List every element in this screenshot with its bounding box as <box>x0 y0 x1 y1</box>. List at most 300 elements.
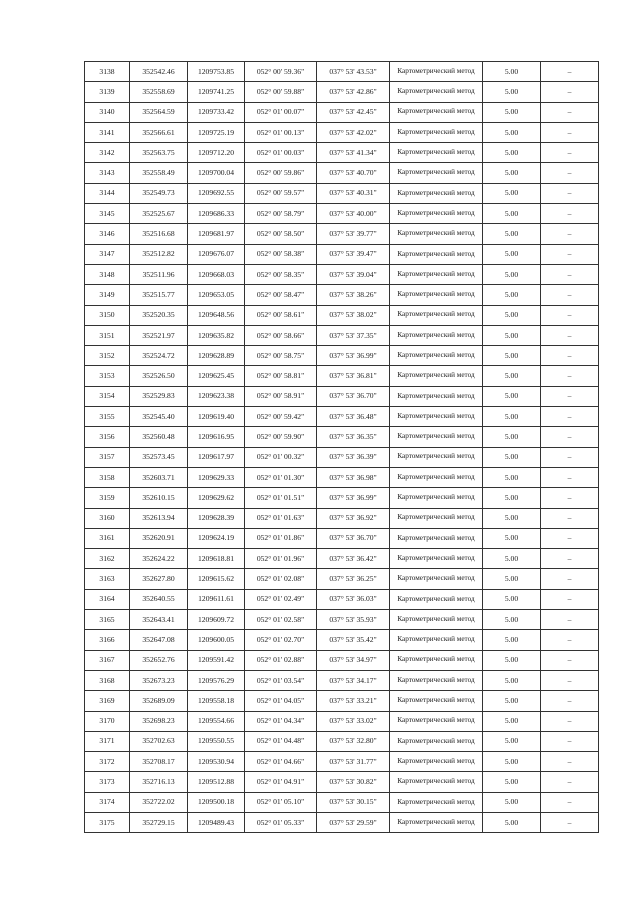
point-number-cell: 3159 <box>85 488 130 508</box>
y-coordinate-cell: 1209609.72 <box>188 610 245 630</box>
note-cell: – <box>541 244 599 264</box>
latitude-cell: 052° 01' 02.70" <box>245 630 317 650</box>
note-cell: – <box>541 569 599 589</box>
note-cell: – <box>541 610 599 630</box>
note-cell: – <box>541 670 599 690</box>
note-cell: – <box>541 325 599 345</box>
longitude-cell: 037° 53' 36.98" <box>317 467 390 487</box>
accuracy-cell: 5.00 <box>483 508 541 528</box>
latitude-cell: 052° 01' 05.33" <box>245 812 317 832</box>
y-coordinate-cell: 1209611.61 <box>188 589 245 609</box>
longitude-cell: 037° 53' 36.99" <box>317 488 390 508</box>
table-row <box>85 569 599 589</box>
x-coordinate-cell: 352566.61 <box>130 122 188 142</box>
latitude-cell: 052° 01' 03.54" <box>245 670 317 690</box>
y-coordinate-cell: 1209512.88 <box>188 772 245 792</box>
point-number-cell: 3141 <box>85 122 130 142</box>
table-row <box>85 386 599 406</box>
accuracy-cell: 5.00 <box>483 752 541 772</box>
x-coordinate-cell: 352698.23 <box>130 711 188 731</box>
method-cell: Картометрический метод <box>390 305 483 325</box>
table-row <box>85 630 599 650</box>
method-cell: Картометрический метод <box>390 467 483 487</box>
y-coordinate-cell: 1209700.04 <box>188 163 245 183</box>
x-coordinate-cell: 352652.76 <box>130 650 188 670</box>
latitude-cell: 052° 01' 04.05" <box>245 691 317 711</box>
y-coordinate-cell: 1209530.94 <box>188 752 245 772</box>
latitude-cell: 052° 01' 04.48" <box>245 731 317 751</box>
table-row <box>85 102 599 122</box>
x-coordinate-cell: 352610.15 <box>130 488 188 508</box>
point-number-cell: 3143 <box>85 163 130 183</box>
accuracy-cell: 5.00 <box>483 285 541 305</box>
method-cell: Картометрический метод <box>390 711 483 731</box>
x-coordinate-cell: 352511.96 <box>130 264 188 284</box>
point-number-cell: 3157 <box>85 447 130 467</box>
table-row <box>85 711 599 731</box>
method-cell: Картометрический метод <box>390 122 483 142</box>
point-number-cell: 3139 <box>85 82 130 102</box>
y-coordinate-cell: 1209600.05 <box>188 630 245 650</box>
note-cell: – <box>541 630 599 650</box>
accuracy-cell: 5.00 <box>483 488 541 508</box>
point-number-cell: 3138 <box>85 62 130 82</box>
table-row <box>85 731 599 751</box>
table-row <box>85 224 599 244</box>
y-coordinate-cell: 1209653.05 <box>188 285 245 305</box>
point-number-cell: 3153 <box>85 366 130 386</box>
latitude-cell: 052° 01' 04.91" <box>245 772 317 792</box>
longitude-cell: 037° 53' 38.26" <box>317 285 390 305</box>
longitude-cell: 037° 53' 32.80" <box>317 731 390 751</box>
note-cell: – <box>541 82 599 102</box>
y-coordinate-cell: 1209550.55 <box>188 731 245 751</box>
accuracy-cell: 5.00 <box>483 366 541 386</box>
point-number-cell: 3171 <box>85 731 130 751</box>
latitude-cell: 052° 01' 00.03" <box>245 143 317 163</box>
y-coordinate-cell: 1209712.20 <box>188 143 245 163</box>
accuracy-cell: 5.00 <box>483 62 541 82</box>
longitude-cell: 037° 53' 29.59" <box>317 812 390 832</box>
longitude-cell: 037° 53' 34.17" <box>317 670 390 690</box>
table-row <box>85 589 599 609</box>
point-number-cell: 3175 <box>85 812 130 832</box>
point-number-cell: 3160 <box>85 508 130 528</box>
method-cell: Картометрический метод <box>390 427 483 447</box>
longitude-cell: 037° 53' 36.42" <box>317 549 390 569</box>
accuracy-cell: 5.00 <box>483 589 541 609</box>
point-number-cell: 3168 <box>85 670 130 690</box>
note-cell: – <box>541 224 599 244</box>
longitude-cell: 037° 53' 40.31" <box>317 183 390 203</box>
point-number-cell: 3173 <box>85 772 130 792</box>
x-coordinate-cell: 352529.83 <box>130 386 188 406</box>
note-cell: – <box>541 427 599 447</box>
x-coordinate-cell: 352643.41 <box>130 610 188 630</box>
accuracy-cell: 5.00 <box>483 346 541 366</box>
x-coordinate-cell: 352564.59 <box>130 102 188 122</box>
table-row <box>85 407 599 427</box>
table-row <box>85 183 599 203</box>
point-number-cell: 3154 <box>85 386 130 406</box>
note-cell: – <box>541 163 599 183</box>
point-number-cell: 3164 <box>85 589 130 609</box>
method-cell: Картометрический метод <box>390 244 483 264</box>
latitude-cell: 052° 01' 02.58" <box>245 610 317 630</box>
table-row <box>85 508 599 528</box>
method-cell: Картометрический метод <box>390 772 483 792</box>
longitude-cell: 037° 53' 36.03" <box>317 589 390 609</box>
method-cell: Картометрический метод <box>390 650 483 670</box>
x-coordinate-cell: 352515.77 <box>130 285 188 305</box>
longitude-cell: 037° 53' 36.48" <box>317 407 390 427</box>
accuracy-cell: 5.00 <box>483 143 541 163</box>
x-coordinate-cell: 352512.82 <box>130 244 188 264</box>
latitude-cell: 052° 00' 58.91" <box>245 386 317 406</box>
x-coordinate-cell: 352521.97 <box>130 325 188 345</box>
longitude-cell: 037° 53' 34.97" <box>317 650 390 670</box>
latitude-cell: 052° 00' 59.86" <box>245 163 317 183</box>
longitude-cell: 037° 53' 41.34" <box>317 143 390 163</box>
table-row <box>85 467 599 487</box>
note-cell: – <box>541 691 599 711</box>
y-coordinate-cell: 1209625.45 <box>188 366 245 386</box>
latitude-cell: 052° 01' 00.07" <box>245 102 317 122</box>
latitude-cell: 052° 00' 59.90" <box>245 427 317 447</box>
point-number-cell: 3174 <box>85 792 130 812</box>
x-coordinate-cell: 352516.68 <box>130 224 188 244</box>
longitude-cell: 037° 53' 36.81" <box>317 366 390 386</box>
method-cell: Картометрический метод <box>390 386 483 406</box>
x-coordinate-cell: 352702.63 <box>130 731 188 751</box>
accuracy-cell: 5.00 <box>483 670 541 690</box>
note-cell: – <box>541 549 599 569</box>
accuracy-cell: 5.00 <box>483 122 541 142</box>
longitude-cell: 037° 53' 35.93" <box>317 610 390 630</box>
table-body <box>85 62 599 833</box>
accuracy-cell: 5.00 <box>483 183 541 203</box>
accuracy-cell: 5.00 <box>483 812 541 832</box>
method-cell: Картометрический метод <box>390 407 483 427</box>
longitude-cell: 037° 53' 39.47" <box>317 244 390 264</box>
x-coordinate-cell: 352708.17 <box>130 752 188 772</box>
method-cell: Картометрический метод <box>390 102 483 122</box>
latitude-cell: 052° 01' 05.10" <box>245 792 317 812</box>
longitude-cell: 037° 53' 39.04" <box>317 264 390 284</box>
x-coordinate-cell: 352542.46 <box>130 62 188 82</box>
point-number-cell: 3149 <box>85 285 130 305</box>
accuracy-cell: 5.00 <box>483 407 541 427</box>
latitude-cell: 052° 00' 58.66" <box>245 325 317 345</box>
point-number-cell: 3155 <box>85 407 130 427</box>
y-coordinate-cell: 1209623.38 <box>188 386 245 406</box>
longitude-cell: 037° 53' 36.70" <box>317 386 390 406</box>
note-cell: – <box>541 528 599 548</box>
y-coordinate-cell: 1209617.97 <box>188 447 245 467</box>
y-coordinate-cell: 1209676.07 <box>188 244 245 264</box>
point-number-cell: 3140 <box>85 102 130 122</box>
y-coordinate-cell: 1209489.43 <box>188 812 245 832</box>
point-number-cell: 3158 <box>85 467 130 487</box>
accuracy-cell: 5.00 <box>483 427 541 447</box>
x-coordinate-cell: 352716.13 <box>130 772 188 792</box>
coordinates-table <box>84 61 599 833</box>
table-row <box>85 752 599 772</box>
latitude-cell: 052° 00' 59.88" <box>245 82 317 102</box>
latitude-cell: 052° 00' 59.42" <box>245 407 317 427</box>
y-coordinate-cell: 1209628.39 <box>188 508 245 528</box>
note-cell: – <box>541 731 599 751</box>
latitude-cell: 052° 01' 02.88" <box>245 650 317 670</box>
note-cell: – <box>541 102 599 122</box>
y-coordinate-cell: 1209725.19 <box>188 122 245 142</box>
note-cell: – <box>541 285 599 305</box>
accuracy-cell: 5.00 <box>483 467 541 487</box>
y-coordinate-cell: 1209628.89 <box>188 346 245 366</box>
table-row <box>85 62 599 82</box>
latitude-cell: 052° 01' 01.63" <box>245 508 317 528</box>
note-cell: – <box>541 264 599 284</box>
table-row <box>85 610 599 630</box>
accuracy-cell: 5.00 <box>483 204 541 224</box>
point-number-cell: 3145 <box>85 204 130 224</box>
point-number-cell: 3169 <box>85 691 130 711</box>
x-coordinate-cell: 352563.75 <box>130 143 188 163</box>
longitude-cell: 037° 53' 36.39" <box>317 447 390 467</box>
method-cell: Картометрический метод <box>390 285 483 305</box>
accuracy-cell: 5.00 <box>483 711 541 731</box>
x-coordinate-cell: 352526.50 <box>130 366 188 386</box>
method-cell: Картометрический метод <box>390 366 483 386</box>
point-number-cell: 3161 <box>85 528 130 548</box>
method-cell: Картометрический метод <box>390 812 483 832</box>
note-cell: – <box>541 122 599 142</box>
point-number-cell: 3150 <box>85 305 130 325</box>
longitude-cell: 037° 53' 42.02" <box>317 122 390 142</box>
point-number-cell: 3147 <box>85 244 130 264</box>
method-cell: Картометрический метод <box>390 549 483 569</box>
method-cell: Картометрический метод <box>390 325 483 345</box>
latitude-cell: 052° 01' 04.34" <box>245 711 317 731</box>
accuracy-cell: 5.00 <box>483 102 541 122</box>
y-coordinate-cell: 1209629.62 <box>188 488 245 508</box>
method-cell: Картометрический метод <box>390 62 483 82</box>
table-row <box>85 163 599 183</box>
longitude-cell: 037° 53' 40.70" <box>317 163 390 183</box>
accuracy-cell: 5.00 <box>483 528 541 548</box>
method-cell: Картометрический метод <box>390 82 483 102</box>
latitude-cell: 052° 00' 58.50" <box>245 224 317 244</box>
x-coordinate-cell: 352627.80 <box>130 569 188 589</box>
method-cell: Картометрический метод <box>390 143 483 163</box>
accuracy-cell: 5.00 <box>483 163 541 183</box>
y-coordinate-cell: 1209619.40 <box>188 407 245 427</box>
longitude-cell: 037° 53' 35.42" <box>317 630 390 650</box>
latitude-cell: 052° 01' 01.51" <box>245 488 317 508</box>
latitude-cell: 052° 00' 59.57" <box>245 183 317 203</box>
accuracy-cell: 5.00 <box>483 630 541 650</box>
longitude-cell: 037° 53' 39.77" <box>317 224 390 244</box>
longitude-cell: 037° 53' 38.02" <box>317 305 390 325</box>
point-number-cell: 3144 <box>85 183 130 203</box>
latitude-cell: 052° 00' 58.75" <box>245 346 317 366</box>
x-coordinate-cell: 352545.40 <box>130 407 188 427</box>
longitude-cell: 037° 53' 36.99" <box>317 346 390 366</box>
note-cell: – <box>541 183 599 203</box>
longitude-cell: 037° 53' 37.35" <box>317 325 390 345</box>
latitude-cell: 052° 01' 00.32" <box>245 447 317 467</box>
accuracy-cell: 5.00 <box>483 569 541 589</box>
method-cell: Картометрический метод <box>390 204 483 224</box>
table-row <box>85 670 599 690</box>
note-cell: – <box>541 467 599 487</box>
x-coordinate-cell: 352729.15 <box>130 812 188 832</box>
note-cell: – <box>541 407 599 427</box>
accuracy-cell: 5.00 <box>483 650 541 670</box>
method-cell: Картометрический метод <box>390 183 483 203</box>
table-row <box>85 691 599 711</box>
table-row <box>85 82 599 102</box>
longitude-cell: 037° 53' 30.15" <box>317 792 390 812</box>
latitude-cell: 052° 00' 58.61" <box>245 305 317 325</box>
accuracy-cell: 5.00 <box>483 610 541 630</box>
table-row <box>85 650 599 670</box>
y-coordinate-cell: 1209618.81 <box>188 549 245 569</box>
longitude-cell: 037° 53' 33.02" <box>317 711 390 731</box>
method-cell: Картометрический метод <box>390 691 483 711</box>
longitude-cell: 037° 53' 31.77" <box>317 752 390 772</box>
table-row <box>85 792 599 812</box>
table-row <box>85 447 599 467</box>
y-coordinate-cell: 1209648.56 <box>188 305 245 325</box>
note-cell: – <box>541 508 599 528</box>
point-number-cell: 3170 <box>85 711 130 731</box>
x-coordinate-cell: 352560.48 <box>130 427 188 447</box>
latitude-cell: 052° 01' 04.66" <box>245 752 317 772</box>
table-row <box>85 427 599 447</box>
x-coordinate-cell: 352525.67 <box>130 204 188 224</box>
x-coordinate-cell: 352558.49 <box>130 163 188 183</box>
x-coordinate-cell: 352573.45 <box>130 447 188 467</box>
point-number-cell: 3151 <box>85 325 130 345</box>
method-cell: Картометрический метод <box>390 731 483 751</box>
point-number-cell: 3165 <box>85 610 130 630</box>
method-cell: Картометрический метод <box>390 508 483 528</box>
x-coordinate-cell: 352524.72 <box>130 346 188 366</box>
latitude-cell: 052° 00' 58.81" <box>245 366 317 386</box>
method-cell: Картометрический метод <box>390 264 483 284</box>
latitude-cell: 052° 01' 01.86" <box>245 528 317 548</box>
note-cell: – <box>541 792 599 812</box>
x-coordinate-cell: 352647.08 <box>130 630 188 650</box>
document-page <box>84 61 598 833</box>
table-row <box>85 772 599 792</box>
method-cell: Картометрический метод <box>390 670 483 690</box>
longitude-cell: 037° 53' 40.00" <box>317 204 390 224</box>
method-cell: Картометрический метод <box>390 488 483 508</box>
accuracy-cell: 5.00 <box>483 549 541 569</box>
table-row <box>85 305 599 325</box>
method-cell: Картометрический метод <box>390 447 483 467</box>
note-cell: – <box>541 711 599 731</box>
y-coordinate-cell: 1209753.85 <box>188 62 245 82</box>
table-row <box>85 366 599 386</box>
latitude-cell: 052° 00' 58.79" <box>245 204 317 224</box>
longitude-cell: 037° 53' 36.35" <box>317 427 390 447</box>
table-row <box>85 488 599 508</box>
method-cell: Картометрический метод <box>390 630 483 650</box>
note-cell: – <box>541 447 599 467</box>
point-number-cell: 3172 <box>85 752 130 772</box>
y-coordinate-cell: 1209681.97 <box>188 224 245 244</box>
accuracy-cell: 5.00 <box>483 325 541 345</box>
note-cell: – <box>541 62 599 82</box>
x-coordinate-cell: 352722.02 <box>130 792 188 812</box>
note-cell: – <box>541 752 599 772</box>
point-number-cell: 3163 <box>85 569 130 589</box>
point-number-cell: 3156 <box>85 427 130 447</box>
table-row <box>85 812 599 832</box>
note-cell: – <box>541 204 599 224</box>
note-cell: – <box>541 772 599 792</box>
longitude-cell: 037° 53' 36.92" <box>317 508 390 528</box>
note-cell: – <box>541 488 599 508</box>
table-row <box>85 122 599 142</box>
point-number-cell: 3148 <box>85 264 130 284</box>
x-coordinate-cell: 352520.35 <box>130 305 188 325</box>
note-cell: – <box>541 346 599 366</box>
longitude-cell: 037° 53' 43.53" <box>317 62 390 82</box>
accuracy-cell: 5.00 <box>483 691 541 711</box>
accuracy-cell: 5.00 <box>483 792 541 812</box>
note-cell: – <box>541 305 599 325</box>
point-number-cell: 3166 <box>85 630 130 650</box>
latitude-cell: 052° 00' 59.36" <box>245 62 317 82</box>
accuracy-cell: 5.00 <box>483 305 541 325</box>
longitude-cell: 037° 53' 42.86" <box>317 82 390 102</box>
latitude-cell: 052° 01' 01.96" <box>245 549 317 569</box>
table-row <box>85 204 599 224</box>
accuracy-cell: 5.00 <box>483 244 541 264</box>
table-row <box>85 244 599 264</box>
y-coordinate-cell: 1209733.42 <box>188 102 245 122</box>
note-cell: – <box>541 386 599 406</box>
table-row <box>85 264 599 284</box>
x-coordinate-cell: 352640.55 <box>130 589 188 609</box>
y-coordinate-cell: 1209635.82 <box>188 325 245 345</box>
x-coordinate-cell: 352689.09 <box>130 691 188 711</box>
point-number-cell: 3142 <box>85 143 130 163</box>
method-cell: Картометрический метод <box>390 792 483 812</box>
latitude-cell: 052° 00' 58.38" <box>245 244 317 264</box>
longitude-cell: 037° 53' 33.21" <box>317 691 390 711</box>
y-coordinate-cell: 1209615.62 <box>188 569 245 589</box>
method-cell: Картометрический метод <box>390 752 483 772</box>
y-coordinate-cell: 1209692.55 <box>188 183 245 203</box>
x-coordinate-cell: 352624.22 <box>130 549 188 569</box>
x-coordinate-cell: 352620.91 <box>130 528 188 548</box>
x-coordinate-cell: 352549.73 <box>130 183 188 203</box>
method-cell: Картометрический метод <box>390 346 483 366</box>
y-coordinate-cell: 1209576.29 <box>188 670 245 690</box>
x-coordinate-cell: 352603.71 <box>130 467 188 487</box>
latitude-cell: 052° 00' 58.35" <box>245 264 317 284</box>
note-cell: – <box>541 650 599 670</box>
accuracy-cell: 5.00 <box>483 224 541 244</box>
table-row <box>85 325 599 345</box>
point-number-cell: 3146 <box>85 224 130 244</box>
method-cell: Картометрический метод <box>390 528 483 548</box>
